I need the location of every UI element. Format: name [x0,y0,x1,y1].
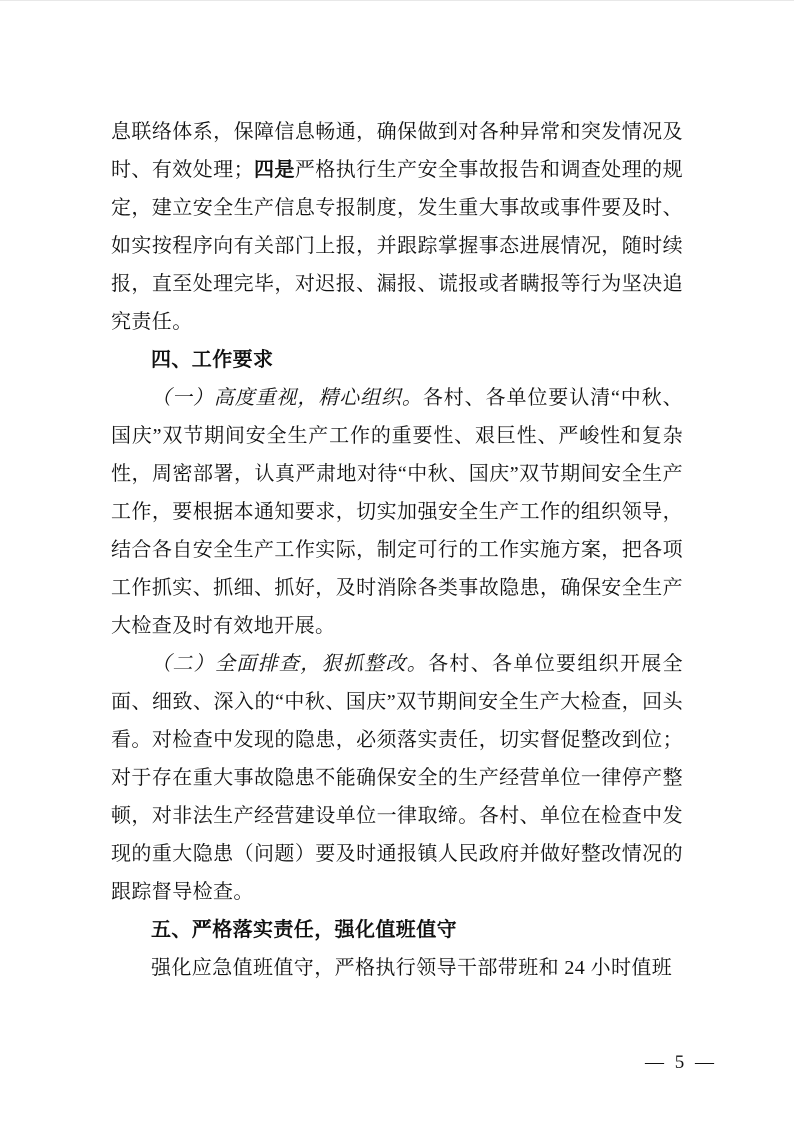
text-segment-normal: 息联络体系，保障信息畅通，确保做到对各种异常和突发情况及时、有效处理； [111,121,683,181]
text-segment-normal: 强化应急值班值守，严格执行领导干部带班和 24 小时值班 [151,957,673,979]
paragraph [111,113,683,341]
text-segment-bold: 四是 [253,159,295,181]
paragraph [111,949,683,987]
text-segment-bold: 四、工作要求 [151,349,274,371]
section-heading [111,341,683,379]
paragraph [111,379,683,645]
text-segment-normal: 严格执行生产安全事故报告和调查处理的规定，建立安全生产信息专报制度，发生重大事故或事件要及时、如实按程序向有关部门上报，并跟踪掌握事态进展情况，随时续报，直至处理完毕，对迟报、漏报、谎报或者瞒报等行为坚决追究责任。 [111,159,683,333]
text-segment-normal: 各村、各单位要认清“中秋、国庆”双节期间安全生产工作的重要性、艰巨性、严峻性和复杂性，周密部署，认真严肃地对待“中秋、国庆”双节期间安全生产工作，要根据本通知要求，切实加强安全生产工作的组织领导，结合各自安全生产工作实际，制定可行的工作实施方案，把各项工作抓实、抓细、抓好，及时消除各类事故隐患，确保安全生产大检查及时有效地开展。 [111,387,684,637]
paragraph [111,645,683,911]
text-segment-bold: 五、严格落实责任，强化值班值守 [151,919,457,941]
text-segment-normal: 各村、各单位要组织开展全面、细致、深入的“中秋、国庆”双节期间安全生产大检查，回头看。对检查中发现的隐患，必须落实责任，切实督促整改到位；对于存在重大事故隐患不能确保安全的生产经营单位一律停产整顿，对非法生产经营建设单位一律取缔。各村、单位在检查中发现的重大隐患（问题）要及时通报镇人民政府并做好整改情况的跟踪督导检查。 [111,653,683,903]
text-segment-kai: （一）高度重视，精心组织。 [151,387,423,409]
text-segment-kai: （二）全面排查，狠抓整改。 [151,653,429,675]
document-body [111,113,683,987]
page-number: — 5 — [645,1052,717,1073]
section-heading [111,911,683,949]
